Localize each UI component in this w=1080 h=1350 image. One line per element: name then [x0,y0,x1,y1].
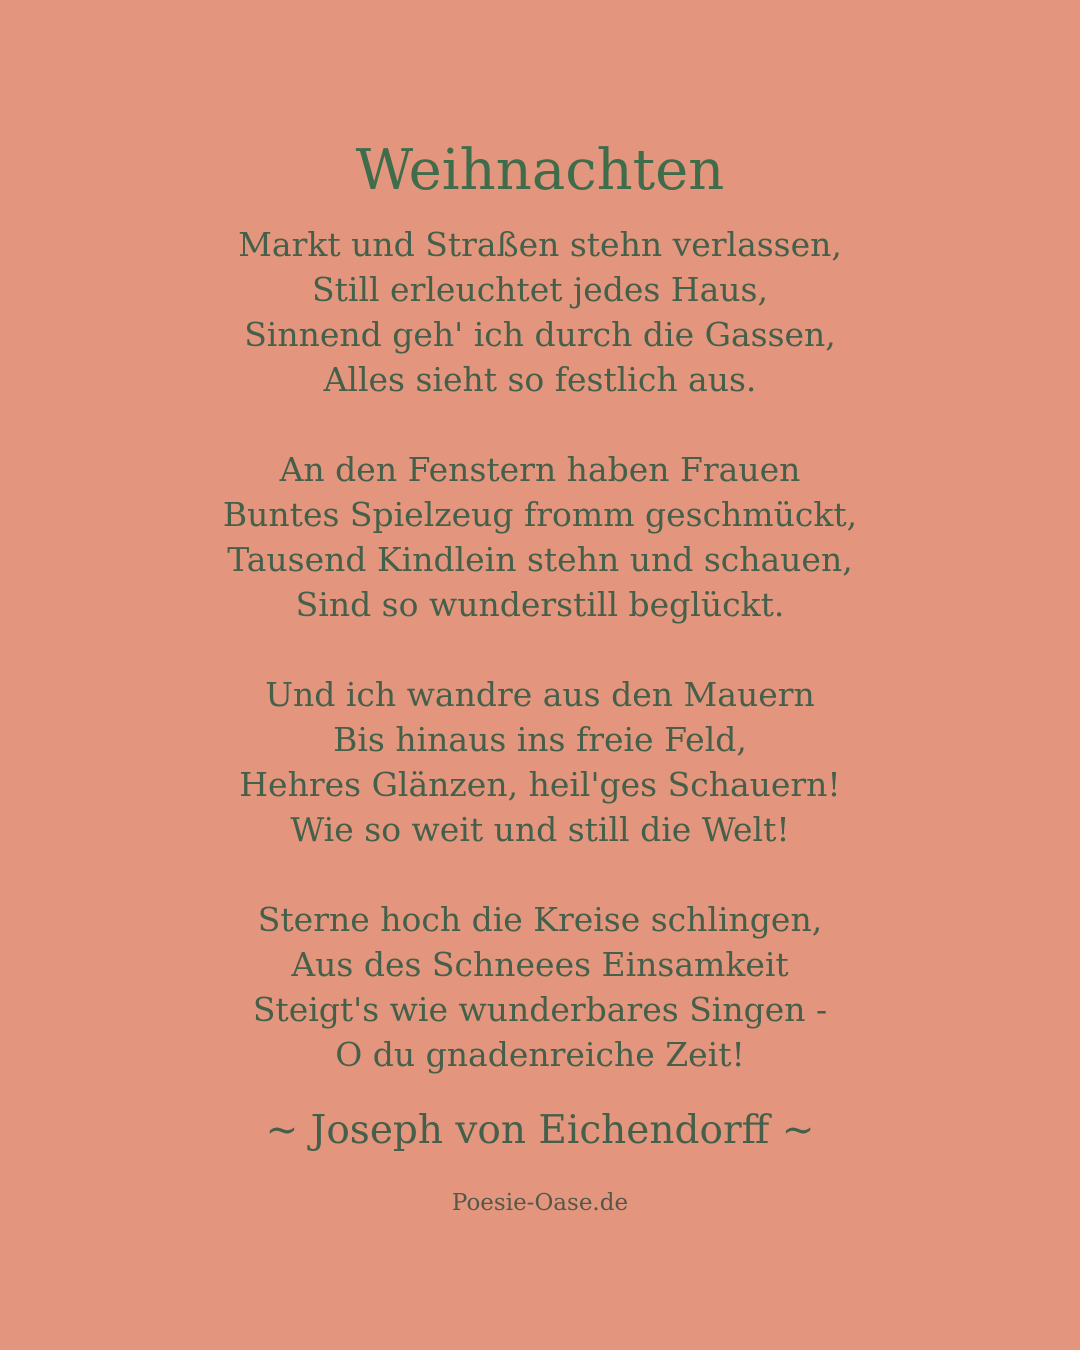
website-credit: Poesie-Oase.de [451,1190,629,1216]
poem-line: Hehres Glänzen, heil'ges Schauern! [239,765,841,804]
stanza-2 [0,447,1080,627]
poem-line: O du gnadenreiche Zeit! [335,1035,745,1074]
stanza-1 [0,222,1080,402]
poem-line: Tausend Kindlein stehn und schauen, [227,540,853,579]
stanza-3 [0,672,1080,852]
poem-line: Sind so wunderstill beglückt. [295,585,785,624]
poem-line: Aus des Schneees Einsamkeit [291,945,789,984]
poem-line: Bis hinaus ins freie Feld, [333,720,747,759]
poem-line: Sinnend geh' ich durch die Gassen, [244,315,836,354]
poem-title: Weihnachten [355,138,725,203]
poem-line: Sterne hoch die Kreise schlingen, [257,900,823,939]
stanza-4 [0,897,1080,1077]
poem-author: ~ Joseph von Eichendorff ~ [265,1108,815,1153]
poem-line: Wie so weit und still die Welt! [290,810,790,849]
poem-line: Markt und Straßen stehn verlassen, [238,225,842,264]
poem-line: Steigt's wie wunderbares Singen - [252,990,828,1029]
poem-line: Buntes Spielzeug fromm geschmückt, [222,495,858,534]
poem-line: Still erleuchtet jedes Haus, [312,270,768,309]
poem-line: Alles sieht so festlich aus. [323,360,757,399]
poem-line: Und ich wandre aus den Mauern [265,675,815,714]
poem-line: An den Fenstern haben Frauen [279,450,801,489]
poem-body [0,222,1080,1077]
